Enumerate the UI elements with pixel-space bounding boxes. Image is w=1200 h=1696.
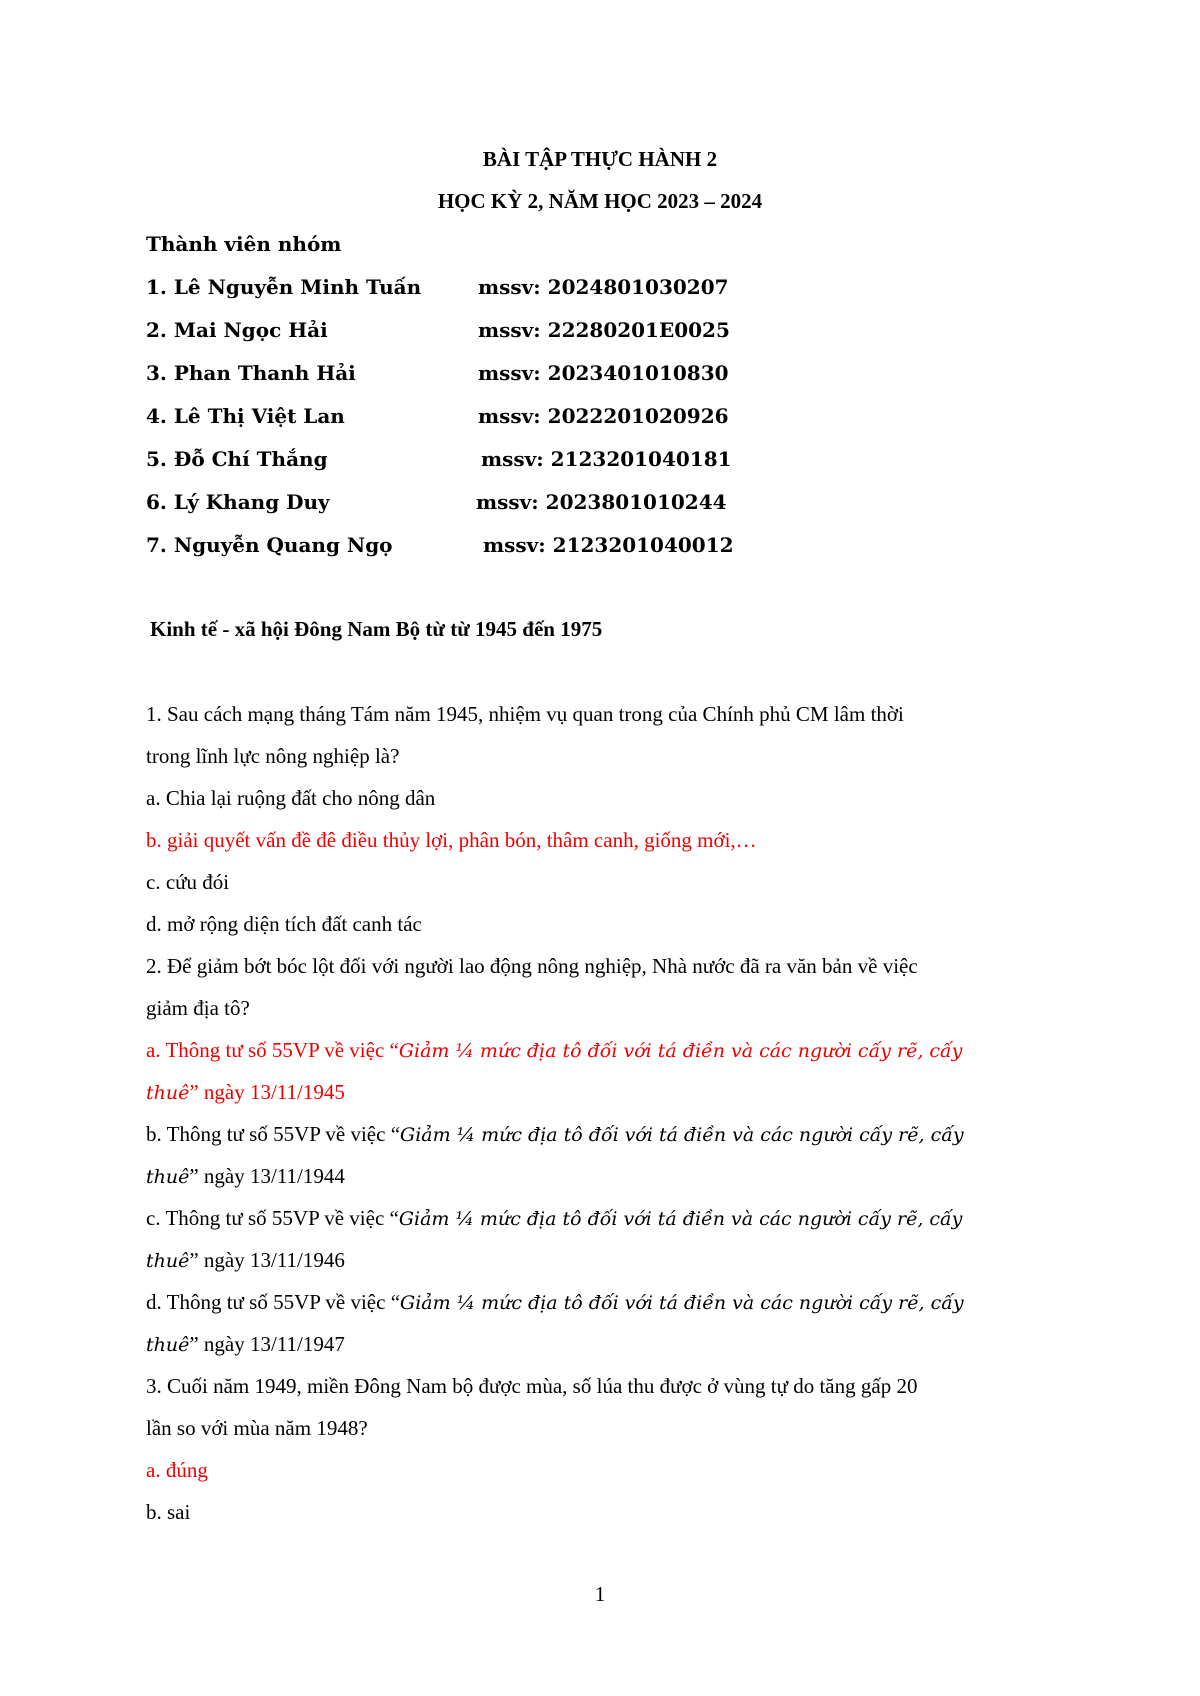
member-name: 4. Lê Thị Việt Lan <box>146 404 345 428</box>
question-3-text-cont: lần so với mùa năm 1948? <box>146 1416 368 1440</box>
member-name: 1. Lê Nguyễn Minh Tuấn <box>146 275 422 299</box>
member-name: 6. Lý Khang Duy <box>146 490 330 514</box>
question-1-option-a: a. Chia lại ruộng đất cho nông dân <box>146 786 436 810</box>
member-id: mssv: 2123201040012 <box>483 533 734 557</box>
question-3-text: 3. Cuối năm 1949, miền Đông Nam bộ được mùa, số lúa thu được ở vùng tự do tăng gấp 20 <box>146 1374 918 1398</box>
question-1-option-b-correct: b. giải quyết vấn đề đê điều thủy lợi, phân bón, thâm canh, giống mới,… <box>146 828 757 852</box>
member-id: mssv: 2023801010244 <box>476 490 727 514</box>
document-title: BÀI TẬP THỰC HÀNH 2 <box>482 147 718 171</box>
question-2-option-b: b. Thông tư số 55VP về việc “Giảm ¼ mức địa tô đối với tá điền và các người cấy rẽ, cấy <box>146 1122 964 1146</box>
question-2-option-c-cont: thuê” ngày 13/11/1946 <box>146 1248 345 1272</box>
member-name: 5. Đỗ Chí Thắng <box>146 447 328 471</box>
question-2-option-b-cont: thuê” ngày 13/11/1944 <box>146 1164 345 1188</box>
question-1-option-d: d. mở rộng diện tích đất canh tác <box>146 912 422 936</box>
question-1-text-cont: trong lĩnh lực nông nghiệp là? <box>146 744 400 768</box>
member-id: mssv: 2023401010830 <box>478 361 729 385</box>
question-2-option-d: d. Thông tư số 55VP về việc “Giảm ¼ mức địa tô đối với tá điền và các người cấy rẽ, cấy <box>146 1290 964 1314</box>
member-id: mssv: 22280201E0025 <box>478 318 730 342</box>
question-3-option-a-correct: a. đúng <box>146 1458 208 1482</box>
question-2-option-a-cont: thuê” ngày 13/11/1945 <box>146 1080 345 1104</box>
question-2-option-a-correct: a. Thông tư số 55VP về việc “Giảm ¼ mức địa tô đối với tá điền và các người cấy rẽ, cấy <box>146 1038 963 1062</box>
question-2-text: 2. Để giảm bớt bóc lột đối với người lao động nông nghiệp, Nhà nước đã ra văn bản về việc <box>146 954 918 978</box>
member-id: mssv: 2123201040181 <box>481 447 732 471</box>
question-1-option-c: c. cứu đói <box>146 870 230 894</box>
document-subtitle: HỌC KỲ 2, NĂM HỌC 2023 – 2024 <box>437 189 763 213</box>
question-3-option-b: b. sai <box>146 1500 191 1524</box>
member-name: 7. Nguyễn Quang Ngọ <box>146 533 393 557</box>
question-2-option-d-cont: thuê” ngày 13/11/1947 <box>146 1332 345 1356</box>
page-number: 1 <box>594 1582 606 1606</box>
question-1-text: 1. Sau cách mạng tháng Tám năm 1945, nhiệm vụ quan trong của Chính phủ CM lâm thời <box>146 702 904 726</box>
member-name: 2. Mai Ngọc Hải <box>146 318 328 342</box>
member-name: 3. Phan Thanh Hải <box>146 361 356 385</box>
section-topic: Kinh tế - xã hội Đông Nam Bộ từ từ 1945 đến 1975 <box>150 617 603 641</box>
members-heading: Thành viên nhóm <box>146 232 342 256</box>
question-2-option-c: c. Thông tư số 55VP về việc “Giảm ¼ mức địa tô đối với tá điền và các người cấy rẽ, cấy <box>146 1206 963 1230</box>
member-id: mssv: 2022201020926 <box>478 404 729 428</box>
question-2-text-cont: giảm địa tô? <box>146 996 250 1020</box>
member-id: mssv: 2024801030207 <box>478 275 729 299</box>
